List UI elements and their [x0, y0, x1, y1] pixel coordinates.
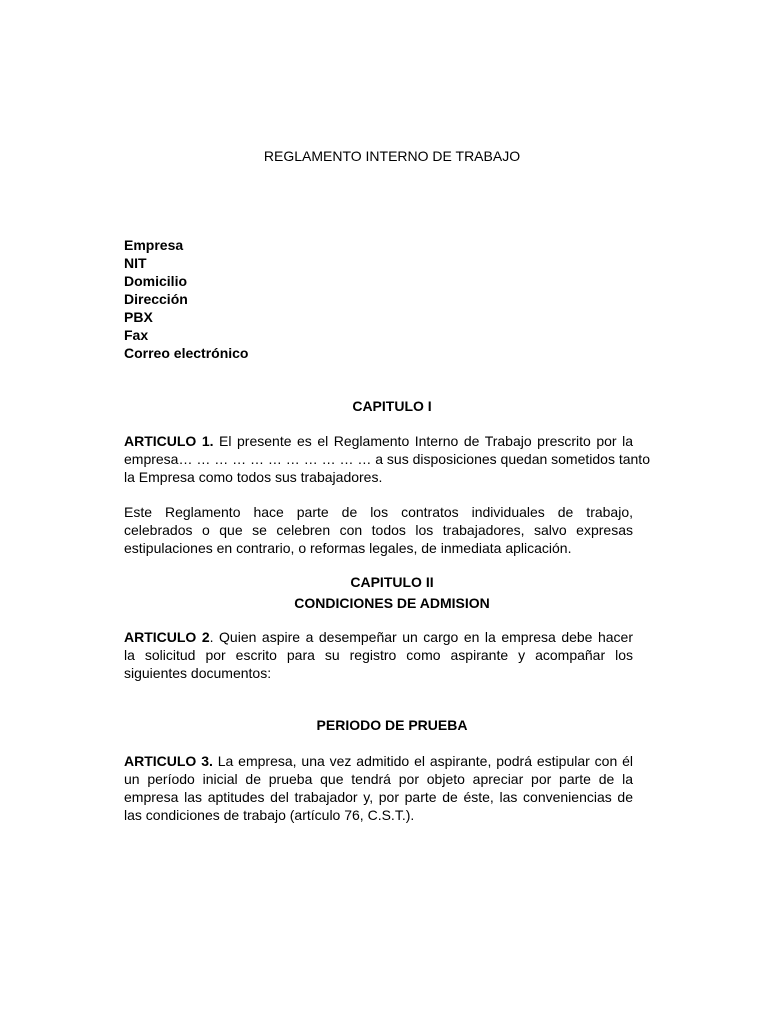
field-correo: Correo electrónico [124, 345, 249, 361]
chapter-2-subheading: CONDICIONES DE ADMISION [294, 595, 490, 611]
article-3 [124, 752, 633, 824]
article-3-label: ARTICULO 3. [124, 753, 213, 769]
chapter-2-heading: CAPITULO II [350, 574, 434, 590]
company-fields [124, 236, 248, 362]
article-2-line-3: siguientes documentos: [124, 665, 272, 681]
article-2-line-2: la solicitud por escrito para su registro como aspirante y acompañar los [124, 647, 633, 663]
article-1 [124, 432, 650, 486]
field-pbx: PBX [124, 309, 153, 325]
article-3-line-1: La empresa, una vez admitido el aspirante, podrá estipular con él [212, 753, 633, 769]
article-3-line-2: un período inicial de prueba que tendrá por objeto apreciar por parte de la [124, 771, 633, 787]
article-3-line-3: empresa las aptitudes del trabajador y, por parte de éste, las conveniencias de [124, 789, 633, 805]
field-nit: NIT [124, 255, 147, 271]
article-2 [124, 628, 633, 682]
document-title: REGLAMENTO INTERNO DE TRABAJO [263, 148, 521, 164]
trial-period-heading: PERIODO DE PRUEBA [316, 717, 468, 733]
article-2-label: ARTICULO 2 [124, 629, 210, 645]
article-1-line-2: empresa… … … … … … … … … … … a sus disposiciones quedan sometidos tanto [124, 451, 650, 467]
article-2-line-1: . Quien aspire a desempeñar un cargo en la empresa debe hacer [209, 629, 634, 645]
field-empresa: Empresa [124, 237, 184, 253]
article-1-label: ARTICULO 1. [124, 433, 214, 449]
field-domicilio: Domicilio [124, 273, 188, 289]
article-1-p2-line-3: estipulaciones en contrario, o reformas legales, de inmediata aplicación. [124, 540, 572, 556]
article-1-line-1: El presente es el Reglamento Interno de Trabajo prescrito por la [213, 433, 634, 449]
field-fax: Fax [124, 327, 149, 343]
article-1-line-3: la Empresa como todos sus trabajadores. [124, 469, 383, 485]
field-direccion: Dirección [124, 291, 188, 307]
article-3-line-4: las condiciones de trabajo (artículo 76, C.S.T.). [124, 807, 415, 823]
article-1-p2-line-2: celebrados o que se celebren con todos los trabajadores, salvo expresas [124, 522, 633, 538]
chapter-1-heading: CAPITULO I [352, 398, 432, 414]
article-1-p2-line-1: Este Reglamento hace parte de los contratos individuales de trabajo, [124, 504, 633, 520]
article-1-paragraph-2 [124, 503, 633, 557]
